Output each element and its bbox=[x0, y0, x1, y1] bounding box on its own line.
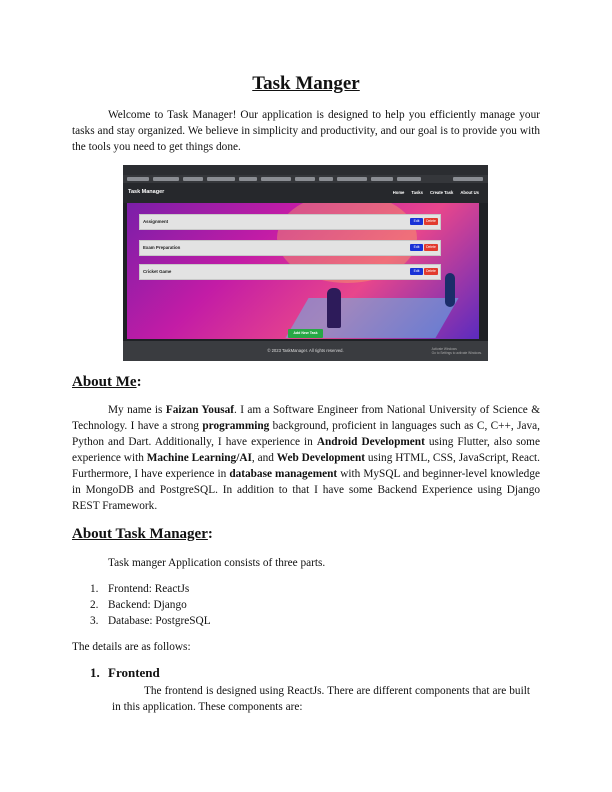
about-me-paragraph: My name is Faizan Yousaf. I am a Software Engineer from National University of Science & Technology. I have a strong programming background, proficient in languages such as C, C++, Java, Python and Dart. Additionally, I have experience in Android Development using Flutter, also some experience with Machine Learning/AI, and Web Development using HTML, CSS, JavaScript, React. Furthermore, I have experience in database management with MySQL and beginner-level knowledge in MongoDB and PostgreSQL. In addition to that I have some Backend Experience using Django REST Framework. bbox=[72, 404, 540, 512]
edit-button[interactable]: Edit bbox=[410, 218, 423, 225]
about-me-heading: About Me: bbox=[72, 374, 142, 390]
task-name: Assignment bbox=[143, 219, 169, 224]
delete-button[interactable]: Delete bbox=[424, 218, 438, 225]
section-frontend-heading: 1. Frontend bbox=[90, 665, 160, 680]
browser-tab-bar bbox=[123, 165, 488, 175]
footer-copyright: © 2023 TaskManager. All rights reserved. bbox=[267, 348, 344, 353]
nav-about-us[interactable]: About Us bbox=[460, 190, 479, 195]
details-intro: The details are as follows: bbox=[72, 641, 191, 653]
task-name: Cricket Game bbox=[143, 269, 172, 274]
intro-paragraph: Welcome to Task Manager! Our application is designed to help you efficiently manage your tasks and stay organized. We believe in simplicity and productivity, and our goal is to provide you with the tools you need to get things done. bbox=[72, 109, 540, 153]
app-brand[interactable]: Task Manager bbox=[128, 189, 165, 195]
list-item: 2. Backend: Django bbox=[90, 599, 187, 611]
add-task-button[interactable]: Add New Task bbox=[288, 329, 323, 338]
app-footer bbox=[123, 341, 488, 361]
about-task-manager-heading: About Task Manager: bbox=[72, 526, 213, 542]
nav-home[interactable]: Home bbox=[392, 190, 405, 195]
parts-list bbox=[90, 581, 211, 629]
nav-tasks[interactable]: Tasks bbox=[411, 190, 423, 195]
browser-bookmarks-bar bbox=[123, 175, 488, 183]
edit-button[interactable]: Edit bbox=[410, 244, 423, 251]
hero-background bbox=[127, 203, 479, 339]
hero-illustration-person bbox=[445, 273, 455, 307]
app-nav-links bbox=[393, 190, 479, 195]
nav-create-task[interactable]: Create Task bbox=[429, 190, 454, 195]
edit-button[interactable]: Edit bbox=[410, 268, 423, 275]
task-card bbox=[139, 214, 441, 230]
list-item: 3. Database: PostgreSQL bbox=[90, 615, 211, 627]
task-card bbox=[139, 264, 441, 280]
task-card bbox=[139, 240, 441, 256]
delete-button[interactable]: Delete bbox=[424, 268, 438, 275]
app-navbar bbox=[123, 183, 488, 203]
about-task-manager-intro: Task manger Application consists of three parts. bbox=[108, 557, 326, 569]
delete-button[interactable]: Delete bbox=[424, 244, 438, 251]
author-name: Faizan Yousaf bbox=[165, 404, 235, 416]
list-item: 1. Frontend: ReactJs bbox=[90, 583, 190, 595]
windows-activation-watermark: Activate Windows Go to Settings to activate Windows. bbox=[431, 347, 482, 355]
hero-illustration-person bbox=[327, 288, 341, 328]
page-title: Task Manger bbox=[252, 73, 360, 94]
app-screenshot bbox=[123, 165, 488, 361]
task-name: Exam Preparation bbox=[143, 245, 181, 250]
section-frontend-paragraph: The frontend is designed using ReactJs. There are different components that are built in this application. These components are: bbox=[112, 685, 530, 713]
